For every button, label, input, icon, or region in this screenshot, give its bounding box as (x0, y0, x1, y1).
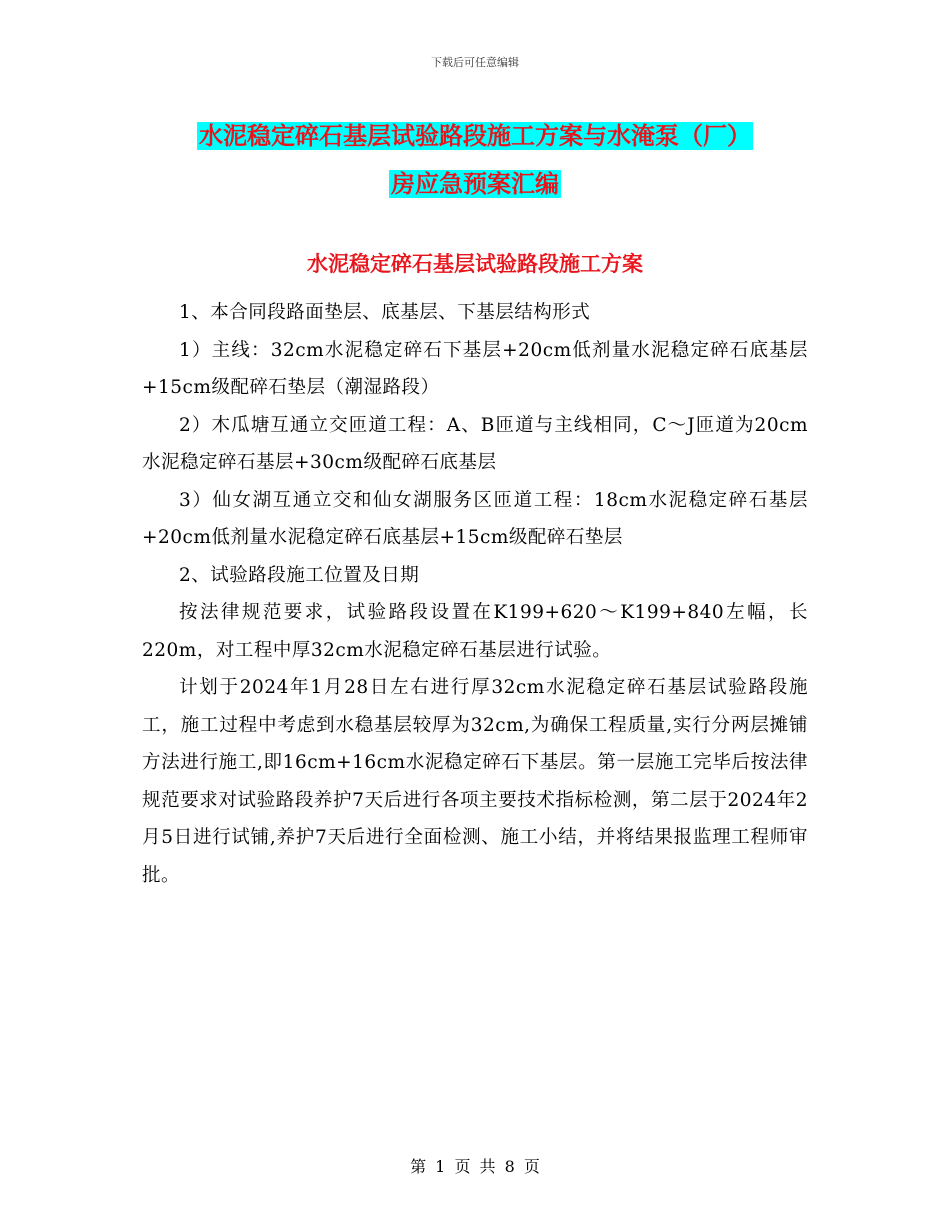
paragraph: 计划于2024年1月28日左右进行厚32cm水泥稳定碎石基层试验路段施工，施工过程中考虑到水稳基层较厚为32cm,为确保工程质量,实行分两层摊铺方法进行施工,即16cm+16cm水泥稳定碎石下基层。第一层施工完毕后按法律规范要求对试验路段养护7天后进行各项主要技术指标检测，第二层于2024年2月5日进行试铺,养护7天后进行全面检测、施工小结，并将结果报监理工程师审批。 (142, 677, 808, 886)
paragraph: 1、本合同段路面垫层、底基层、下基层结构形式 (179, 302, 591, 323)
paragraph: 3）仙女湖互通立交和仙女湖服务区匝道工程：18cm水泥稳定碎石基层+20cm低剂量水泥稳定碎石底基层+15cm级配碎石垫层 (142, 489, 808, 548)
paragraph: 2）木瓜塘互通立交匝道工程：A、B匝道与主线相同，C～J匝道为20cm水泥稳定碎石基层+30cm级配碎石底基层 (142, 414, 808, 473)
paragraph: 1）主线：32cm水泥稳定碎石下基层+20cm低剂量水泥稳定碎石底基层+15cm级配碎石垫层（潮湿路段） (142, 339, 808, 398)
document-title-line-2: 房应急预案汇编 (391, 170, 559, 198)
document-body (142, 294, 808, 894)
page-header-note: 下载后可任意编辑 (431, 56, 519, 69)
document-title (0, 112, 950, 208)
section-title: 水泥稳定碎石基层试验路段施工方案 (307, 252, 643, 276)
paragraph: 按法律规范要求，试验路段设置在K199+620～K199+840左幅，长220m，对工程中厚32cm水泥稳定碎石基层进行试验。 (142, 602, 808, 661)
page-number-footer: 第 1 页 共 8 页 (410, 1157, 540, 1176)
paragraph: 2、试验路段施工位置及日期 (179, 564, 420, 586)
document-title-line-1: 水泥稳定碎石基层试验路段施工方案与水淹泵（厂） (199, 122, 751, 150)
